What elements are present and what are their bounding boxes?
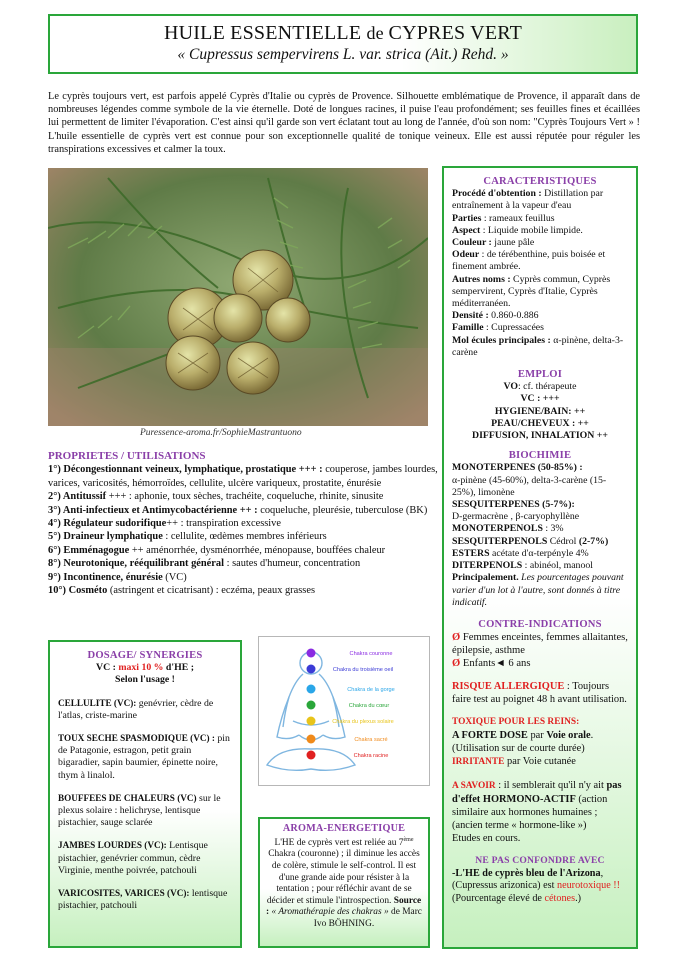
characteristics-heading: CARACTERISTIQUES bbox=[483, 176, 597, 187]
characteristic-row: Mol écules principales : α-pinène, delta-3-carène bbox=[452, 334, 624, 358]
property-item: 6°) Emménagogue ++ aménorrhée, dysménorrhée, ménopause, bouffées chaleur bbox=[48, 544, 386, 556]
property-item: 10°) Cosméto (astringent et cicatrisant) : eczéma, peaux grasses bbox=[48, 585, 315, 597]
emploi-line: VC : +++ bbox=[520, 393, 560, 405]
characteristic-row: Aspect : Liquide mobile limpide. bbox=[452, 224, 583, 236]
biochem-esters: ESTERS acétate d'α-terpényle 4% bbox=[452, 547, 589, 559]
intro-paragraph: Le cyprès toujours vert, est parfois appelé Cyprès d'Italie ou cyprès de Provence. Silhouette emblématique de Provence, il apparaît dans de nombreuses légendes comme symbole de la vie éternelle. Doté de longues racines, il puise l'eau profondément; ses feuilles fines et écaillées lui permettent de limiter l'évaporation. C'est ainsi qu'il garde son vert éclatant tout au long de l'année, d'où son nom: "Cyprès Toujours Vert » ! L'huile essentielle de cyprès vert est connue pour son exceptionnelle qualité de tonique veineux. Elle est aussi réputée pour réguler les transpirations excessives et calmer la toux. bbox=[48, 91, 640, 155]
chakra-label: Chakra racine bbox=[353, 753, 389, 759]
property-item: 4°) Régulateur sudorifique++ : transpiration excessive bbox=[48, 518, 281, 530]
biochem-mono: MONOTERPENES (50-85%) : bbox=[452, 462, 583, 474]
chakra-label: Chakra du troisième oeil bbox=[332, 667, 394, 673]
risque-allergique: RISQUE ALLERGIQUE : Toujours faire test au poignet 48 h avant utilisation. bbox=[452, 681, 627, 706]
dosage-usage: Selon l'usage ! bbox=[115, 674, 175, 686]
property-item: 1°) Décongestionnant veineux, lymphatique, prostatique +++ : couperose, jambes lourdes, varices, varicosités, hémorroïdes, cellulite, ulcère variqueux, prostatite, énurésie bbox=[48, 464, 438, 489]
properties-section bbox=[48, 450, 440, 597]
chakra-dot bbox=[307, 685, 316, 694]
a-savoir-block: A SAVOIR : il semblerait qu'il n'y ait pas d'effet HORMONO-ACTIF (action similaire aux hormones humaines ; (ancien terme « hormone-like ») Etudes en cours. bbox=[452, 780, 622, 845]
properties-heading: PROPRIETES / UTILISATIONS bbox=[48, 450, 206, 462]
emploi-line: PEAU/CHEVEUX : ++ bbox=[491, 417, 589, 429]
property-item: 3°) Anti-infectieux et Antimycobactérienne ++ : coqueluche, pleurésie, tuberculose (BK) bbox=[48, 504, 428, 516]
dosage-vc: VC : maxi 10 % d'HE ; bbox=[96, 662, 194, 674]
dosage-heading: DOSAGE/ SYNERGIES bbox=[87, 650, 203, 661]
contre-heading: CONTRE-INDICATIONS bbox=[478, 618, 602, 630]
characteristic-row: Densité : 0.860-0.886 bbox=[452, 310, 539, 322]
synergy-item: CELLULITE (VC): genévrier, cèdre de l'atlas, criste-marine bbox=[58, 697, 214, 721]
aroma-energetique-box bbox=[258, 817, 430, 948]
synergy-item: JAMBES LOURDES (VC): Lentisque pistachier, genévrier commun, cèdre Virginie, menthe poivrée, patchouli bbox=[58, 840, 208, 876]
photo-credit: Puressence-aroma.fr/SophieMastrantuono bbox=[140, 428, 302, 438]
chakra-label: Chakra du cœur bbox=[348, 703, 390, 709]
chakra-dot bbox=[307, 751, 316, 760]
biochem-note: Principalement. Les pourcentages pouvant varier d'un lot à l'autre, sont donnés à titre indicatif. bbox=[452, 572, 624, 608]
characteristic-row: Parties : rameaux feuillus bbox=[452, 212, 555, 224]
property-item: 5°) Draineur lymphatique : cellulite, œdèmes membres inférieurs bbox=[48, 531, 327, 543]
biochem-sesq-text: D-germacrène , β-caryophyllène bbox=[452, 511, 580, 523]
confondre-block: NE PAS CONFONDRE AVEC -L'HE de cyprès bleu de l'Arizona, (Cupressus arizonica) est neurotoxique !! (Pourcentage élevé de cétones.) bbox=[452, 855, 621, 904]
characteristic-row: Famille : Cupressacées bbox=[452, 322, 544, 334]
chakra-dot bbox=[307, 717, 316, 726]
biochem-mono-text: α-pinène (45-60%), delta-3-carène (15-25%), limonène bbox=[452, 474, 607, 498]
biochem-sesq: SESQUITERPENES (5-7%): bbox=[452, 499, 575, 511]
chakra-dot bbox=[307, 665, 316, 674]
characteristic-row: Procédé d'obtention : Distillation par entraînement à la vapeur d'eau bbox=[452, 188, 604, 212]
chakra-dot bbox=[307, 735, 316, 744]
chakra-dot bbox=[307, 701, 316, 710]
chakra-dot bbox=[307, 649, 316, 658]
chakra-label: Chakra couronne bbox=[349, 651, 393, 657]
characteristic-row: Couleur : jaune pâle bbox=[452, 237, 535, 249]
aroma-text: L'HE de cyprès vert est reliée au 7ème Chakra (couronne) ; il diminue les accès de colère, stimule le self-control. Il est d'une grande aide pour résister à la tentation ; pour réfléchir avant de se décider et stimule l'introspection. Source : « Aromathérapie des chakras » de Marc Ivo BÖHNING. bbox=[266, 836, 422, 929]
property-item: 9°) Incontinence, énurésie (VC) bbox=[48, 571, 187, 583]
chakra-diagram bbox=[258, 636, 430, 786]
property-item: 8°) Neurotonique, rééquilibrant général : sautes d'humeur, concentration bbox=[48, 558, 361, 570]
emploi-line: DIFFUSION, INHALATION ++ bbox=[472, 430, 608, 442]
page-title: HUILE ESSENTIELLE de CYPRES VERT bbox=[164, 22, 522, 44]
chakra-label: Chakra de la gorge bbox=[347, 687, 395, 693]
biochem-sesqol: SESQUITERPENOLS Cédrol (2-7%) bbox=[452, 535, 609, 547]
synergy-item: VARICOSITES, VARICES (VC): lentisque pistachier, patchouli bbox=[58, 888, 228, 912]
contre-item: Ø Femmes enceintes, femmes allaitantes, épilepsie, asthme bbox=[452, 632, 628, 657]
cypress-photo bbox=[48, 168, 428, 426]
biochem-monool: MONOTERPENOLS : 3% bbox=[452, 523, 564, 535]
right-column bbox=[442, 166, 638, 949]
title-box bbox=[48, 14, 638, 74]
synergy-item: TOUX SECHE SPASMODIQUE (VC) : pin de Patagonie, estragon, petit grain bigaradier, sapin baumier, épinette noire, thym à linalol. bbox=[58, 733, 230, 781]
emploi-line: HYGIENE/BAIN: ++ bbox=[494, 405, 586, 417]
chakra-label: Chakra sacré bbox=[354, 737, 388, 743]
emploi-heading: EMPLOI bbox=[517, 369, 563, 381]
page-subtitle: « Cupressus sempervirens L. var. strica (Ait.) Rehd. » bbox=[177, 46, 509, 63]
characteristic-row: Autres noms : Cyprès commun, Cyprès sempervirent, Cyprès d'Italie, Cyprès méditerranéen. bbox=[452, 273, 611, 310]
contre-item: Ø Enfants◄ 6 ans bbox=[452, 658, 531, 670]
characteristic-row: Odeur : de térébenthine, puis boisée et finement ambrée. bbox=[452, 249, 606, 273]
aroma-heading: AROMA-ENERGETIQUE bbox=[282, 823, 406, 834]
toxique-block: TOXIQUE POUR LES REINS: A FORTE DOSE par Voie orale. (Utilisation sur de courte durée) IRRITANTE par Voie cutanée bbox=[452, 717, 594, 768]
dosage-box bbox=[48, 640, 242, 948]
biochimie-heading: BIOCHIMIE bbox=[508, 450, 572, 462]
biochem-diterp: DITERPENOLS : abinéol, manool bbox=[452, 560, 593, 572]
synergy-item: BOUFFEES DE CHALEURS (VC) sur le plexus solaire : helichryse, lentisque pistachier, sauge sclarée bbox=[58, 792, 221, 829]
chakra-label: Chakra du plexus solaire bbox=[332, 719, 394, 725]
emploi-line: VO: cf. thérapeute bbox=[503, 381, 577, 393]
property-item: 2°) Antitussif +++ : aphonie, toux sèches, trachéite, coqueluche, rhinite, sinusite bbox=[48, 491, 384, 503]
